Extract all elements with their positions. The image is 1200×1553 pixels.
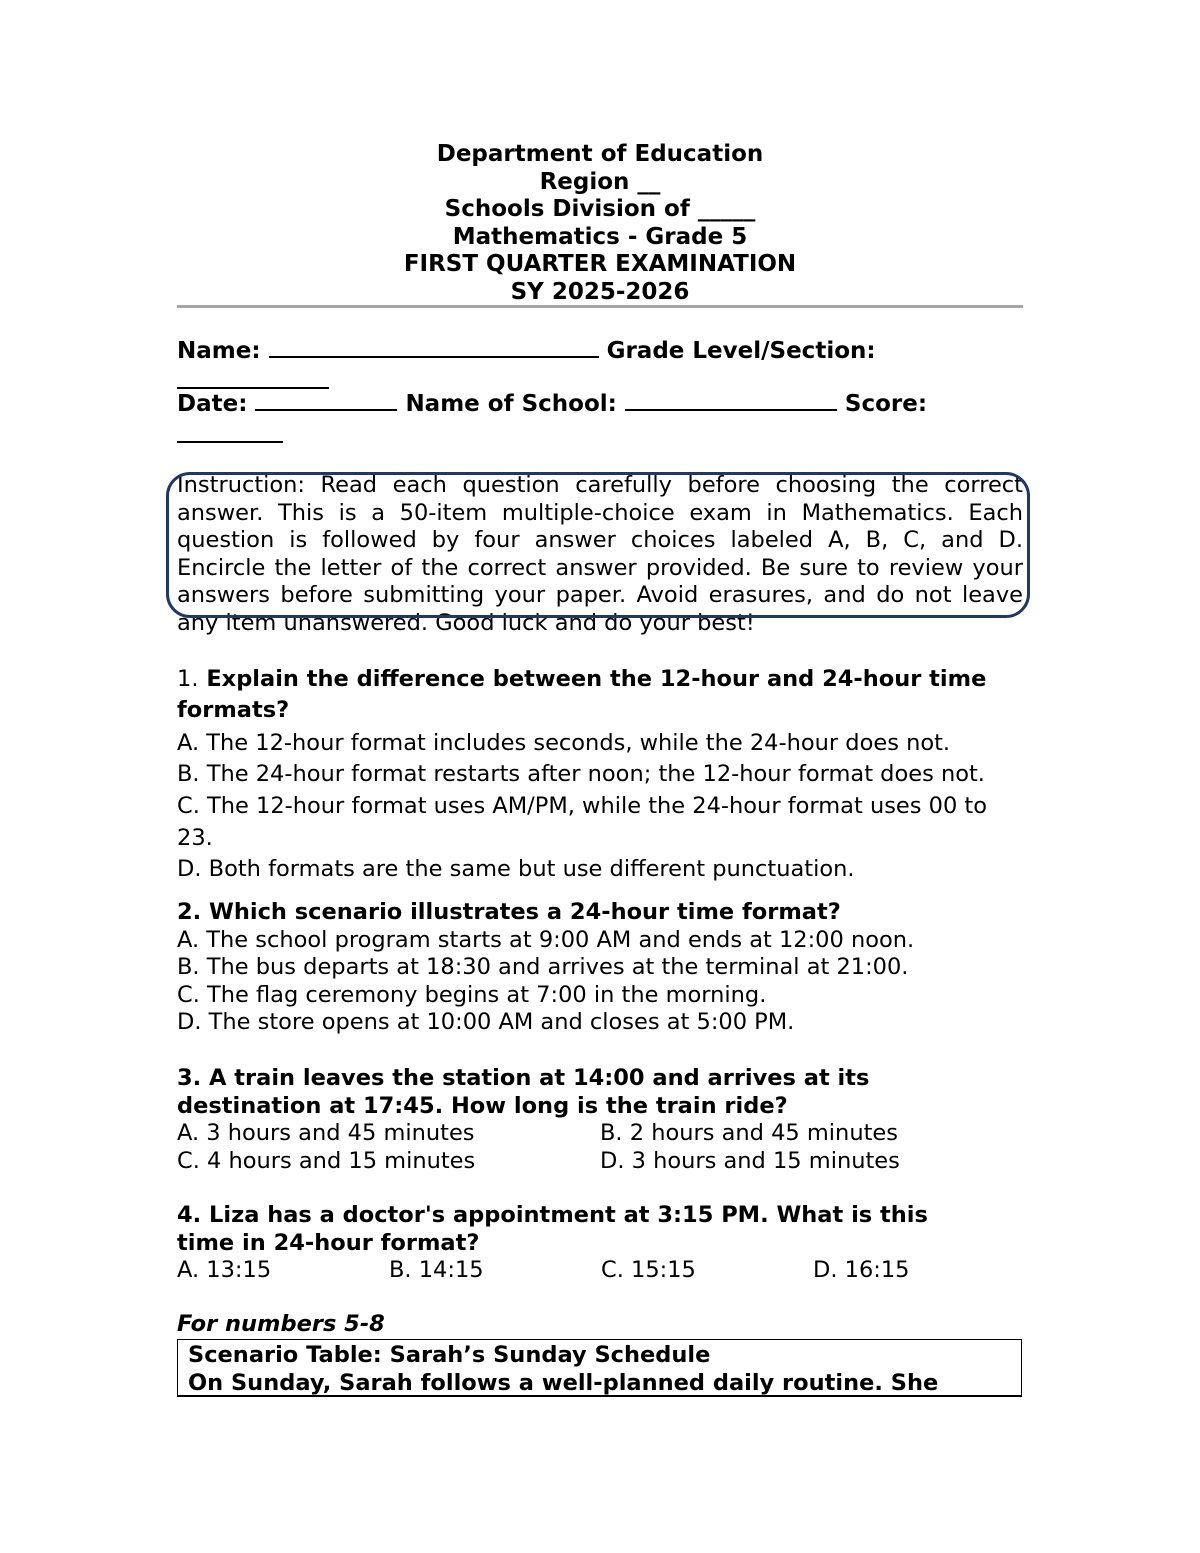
department-title: Department of Education <box>436 141 764 167</box>
name-blank[interactable] <box>269 336 599 358</box>
question-1-number: 1. <box>177 666 199 692</box>
score-blank-line <box>177 421 283 449</box>
school-blank[interactable] <box>625 389 837 411</box>
score-label: Score: <box>844 391 928 417</box>
q1-choice-a[interactable]: A. The 12-hour format includes seconds, while the 24-hour does not. <box>177 730 951 756</box>
subject-line: Mathematics - Grade 5 <box>452 223 748 250</box>
question-2-number: 2. <box>177 899 202 925</box>
q4-choice-c[interactable]: C. 15:15 <box>601 1257 696 1283</box>
school-label: Name of School: <box>405 391 617 417</box>
name-grade-line <box>177 336 876 364</box>
q3-choice-b[interactable]: B. 2 hours and 45 minutes <box>600 1120 898 1146</box>
question-1 <box>177 664 1037 885</box>
score-blank[interactable] <box>177 421 283 443</box>
division-line: Schools Division of _____ <box>444 196 756 222</box>
scenario-text: On Sunday, Sarah follows a well-planned daily routine. She <box>188 1370 939 1395</box>
question-2-stem <box>177 899 1037 927</box>
grade-section-blank[interactable] <box>177 367 329 389</box>
q4-choice-d[interactable]: D. 16:15 <box>813 1257 910 1283</box>
instruction-text: Instruction: Read each question carefully before choosing the correct answer. This is a 50-item multiple-choice exam in Mathematics. Each question is followed by four answer choices labeled A, B, C, and D. Encircle the letter of the correct answer provided. Be sure to review your answers before submitting your paper. Avoid erasures, and do not leave any item unanswered. Good luck and do your best! <box>177 472 1023 636</box>
q1-choice-b[interactable]: B. The 24-hour format restarts after noon; the 12-hour format does not. <box>177 761 985 787</box>
question-3-text: A train leaves the station at 14:00 and arrives at its destination at 17:45. How long is the train ride? <box>177 1065 870 1119</box>
question-3 <box>177 1065 1023 1175</box>
region-line: Region __ <box>539 168 661 195</box>
scenario-table <box>177 1339 1022 1395</box>
question-3-number: 3. <box>177 1065 202 1091</box>
q1-choice-d[interactable]: D. Both formats are the same but use different punctuation. <box>177 856 855 882</box>
q2-choice-a[interactable]: A. The school program starts at 9:00 AM and ends at 12:00 noon. <box>177 926 915 953</box>
q3-choice-d[interactable]: D. 3 hours and 15 minutes <box>600 1147 900 1174</box>
question-4 <box>177 1202 1023 1285</box>
grade-section-label: Grade Level/Section: <box>606 338 876 364</box>
scenario-title: Scenario Table: Sarah’s Sunday Schedule <box>188 1342 711 1368</box>
q2-choice-b[interactable]: B. The bus departs at 18:30 and arrives at the terminal at 21:00. <box>177 954 909 980</box>
exam-header <box>177 141 1023 306</box>
group-label: For numbers 5-8 <box>177 1311 385 1337</box>
question-4-number: 4. <box>177 1202 202 1228</box>
exam-title: FIRST QUARTER EXAMINATION <box>403 251 797 277</box>
name-label: Name: <box>177 338 261 364</box>
q4-choice-a[interactable]: A. 13:15 <box>177 1257 272 1283</box>
date-label: Date: <box>177 391 248 417</box>
question-1-text: Explain the difference between the 12-hour and 24-hour time formats? <box>177 666 987 723</box>
q3-choice-c[interactable]: C. 4 hours and 15 minutes <box>177 1147 476 1174</box>
question-1-stem <box>177 664 1037 726</box>
scenario-table-edge <box>177 1395 1022 1397</box>
q4-choice-b[interactable]: B. 14:15 <box>389 1257 484 1283</box>
date-school-score-line <box>177 389 927 417</box>
header-divider <box>177 305 1023 308</box>
question-3-stem <box>177 1065 937 1120</box>
q2-choice-c[interactable]: C. The flag ceremony begins at 7:00 in the morning. <box>177 981 767 1008</box>
question-4-text: Liza has a doctor's appointment at 3:15 PM. What is this time in 24-hour format? <box>177 1202 928 1256</box>
q1-choice-c[interactable]: C. The 12-hour format uses AM/PM, while the 24-hour format uses 00 to 23. <box>177 793 988 851</box>
question-4-stem <box>177 1202 977 1257</box>
question-2-text: Which scenario illustrates a 24-hour time format? <box>209 899 841 925</box>
school-year: SY 2025-2026 <box>510 278 690 305</box>
date-blank[interactable] <box>255 389 397 411</box>
q3-choice-a[interactable]: A. 3 hours and 45 minutes <box>177 1120 475 1146</box>
q2-choice-d[interactable]: D. The store opens at 10:00 AM and closes at 5:00 PM. <box>177 1009 795 1035</box>
question-2 <box>177 899 1037 1037</box>
